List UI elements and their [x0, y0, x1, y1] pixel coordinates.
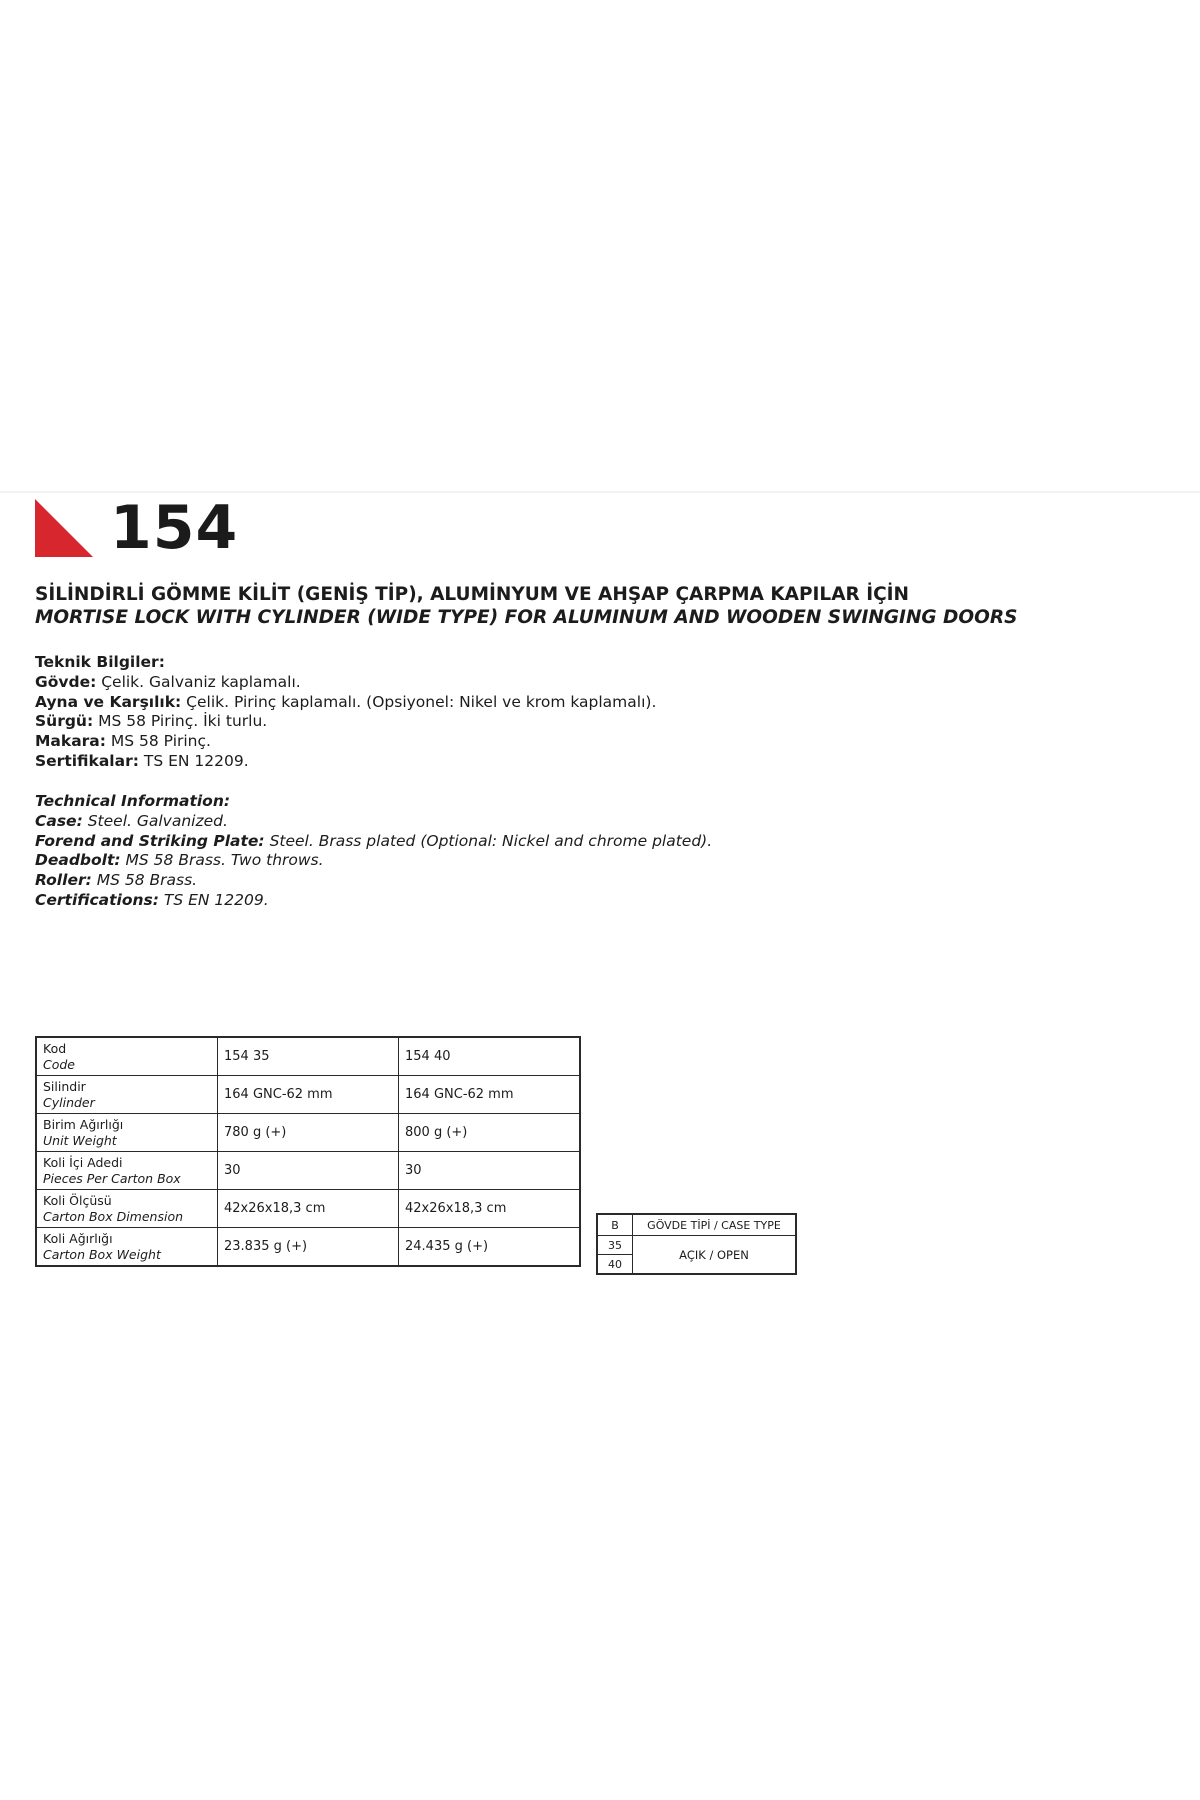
table-row: [36, 1152, 580, 1190]
spec-label: Ayna ve Karşılık:: [35, 692, 182, 711]
table-row: [36, 1228, 580, 1267]
spec-value: TS EN 12209.: [158, 890, 269, 909]
row-label: [36, 1190, 218, 1228]
spec-label: Forend and Striking Plate:: [35, 831, 265, 850]
spec-label: Makara:: [35, 732, 106, 751]
product-number: 154: [110, 493, 239, 563]
spec-value: Steel. Galvanized.: [82, 811, 228, 830]
row-label-en: Unit Weight: [43, 1132, 117, 1148]
row-label-tr: Koli Ağırlığı: [43, 1230, 113, 1246]
spec-heading: Technical Information:: [35, 792, 231, 810]
table-row: [36, 1076, 580, 1114]
spec-line: [35, 732, 656, 752]
table-row: [597, 1236, 796, 1255]
row-label: [36, 1152, 218, 1190]
technical-info-english: [35, 792, 712, 911]
spec-line: [35, 871, 712, 891]
spec-line: [35, 673, 656, 693]
spec-line: [35, 891, 712, 911]
title-english: MORTISE LOCK WITH CYLINDER (WIDE TYPE) FOR ALUMINUM AND WOODEN SWINGING DOORS: [35, 607, 1018, 628]
spec-label: Case:: [35, 811, 83, 830]
case-size-cell: 35: [597, 1236, 633, 1255]
table-cell: 30: [218, 1152, 399, 1190]
table-cell: 164 GNC-62 mm: [218, 1076, 399, 1114]
spec-line: [35, 812, 712, 832]
spec-line: [35, 712, 656, 732]
spec-value: Çelik. Pirinç kaplamalı. (Opsiyonel: Nikel ve krom kaplamalı).: [181, 692, 657, 711]
b-header-cell: B: [597, 1214, 633, 1236]
table-row: [36, 1114, 580, 1152]
row-label: [36, 1037, 218, 1076]
spec-value: MS 58 Pirinç.: [105, 732, 211, 751]
row-label-en: Code: [43, 1056, 76, 1072]
spec-label: Certifications:: [35, 890, 159, 909]
spec-value: TS EN 12209.: [138, 751, 249, 770]
product-titles: [35, 583, 1017, 629]
row-label-en: Carton Box Weight: [43, 1246, 161, 1262]
spec-line: [35, 851, 712, 871]
table-row: [36, 1190, 580, 1228]
row-label-en: Cylinder: [43, 1094, 95, 1110]
table-cell: 154 35: [218, 1037, 399, 1076]
table-cell: 164 GNC-62 mm: [399, 1076, 581, 1114]
spec-label: Deadbolt:: [35, 851, 121, 870]
case-type-header-cell: GÖVDE TİPİ / CASE TYPE: [633, 1214, 797, 1236]
spec-line: [35, 693, 656, 713]
table-cell: 42x26x18,3 cm: [218, 1190, 399, 1228]
row-label-tr: Koli İçi Adedi: [43, 1154, 123, 1170]
spec-heading: Teknik Bilgiler:: [35, 653, 165, 671]
table-row: [597, 1214, 796, 1236]
spec-label: Roller:: [35, 871, 92, 890]
title-turkish: SİLİNDİRLİ GÖMME KİLİT (GENİŞ TİP), ALUMİNYUM VE AHŞAP ÇARPMA KAPILAR İÇİN: [35, 584, 910, 605]
red-triangle-icon: [35, 499, 93, 557]
technical-info-turkish: [35, 653, 656, 772]
row-label-tr: Birim Ağırlığı: [43, 1116, 124, 1132]
row-label: [36, 1076, 218, 1114]
table-cell: 780 g (+): [218, 1114, 399, 1152]
product-header: [35, 493, 239, 563]
row-label: [36, 1114, 218, 1152]
case-type-value-cell: AÇIK / OPEN: [633, 1236, 797, 1275]
spec-value: MS 58 Brass. Two throws.: [120, 851, 324, 870]
table-cell: 154 40: [399, 1037, 581, 1076]
spec-line: [35, 832, 712, 852]
spec-label: Sertifikalar:: [35, 751, 139, 770]
row-label-en: Pieces Per Carton Box: [43, 1170, 181, 1186]
row-label-tr: Kod: [43, 1040, 67, 1056]
table-cell: 42x26x18,3 cm: [399, 1190, 581, 1228]
case-type-table: [596, 1213, 797, 1275]
table-row: [36, 1037, 580, 1076]
spec-value: MS 58 Pirinç. İki turlu.: [93, 712, 268, 731]
table-cell: 23.835 g (+): [218, 1228, 399, 1267]
product-spec-table: [35, 1036, 581, 1267]
spec-label: Sürgü:: [35, 712, 94, 731]
spec-value: Steel. Brass plated (Optional: Nickel and chrome plated).: [264, 831, 713, 850]
table-cell: 30: [399, 1152, 581, 1190]
row-label-tr: Silindir: [43, 1078, 86, 1094]
spec-value: MS 58 Brass.: [91, 871, 198, 890]
table-cell: 800 g (+): [399, 1114, 581, 1152]
row-label-tr: Koli Ölçüsü: [43, 1192, 112, 1208]
row-label: [36, 1228, 218, 1267]
case-size-cell: 40: [597, 1255, 633, 1275]
row-label-en: Carton Box Dimension: [43, 1208, 184, 1224]
spec-value: Çelik. Galvaniz kaplamalı.: [96, 672, 301, 691]
spec-line: [35, 752, 656, 772]
spec-label: Gövde:: [35, 672, 97, 691]
table-cell: 24.435 g (+): [399, 1228, 581, 1267]
